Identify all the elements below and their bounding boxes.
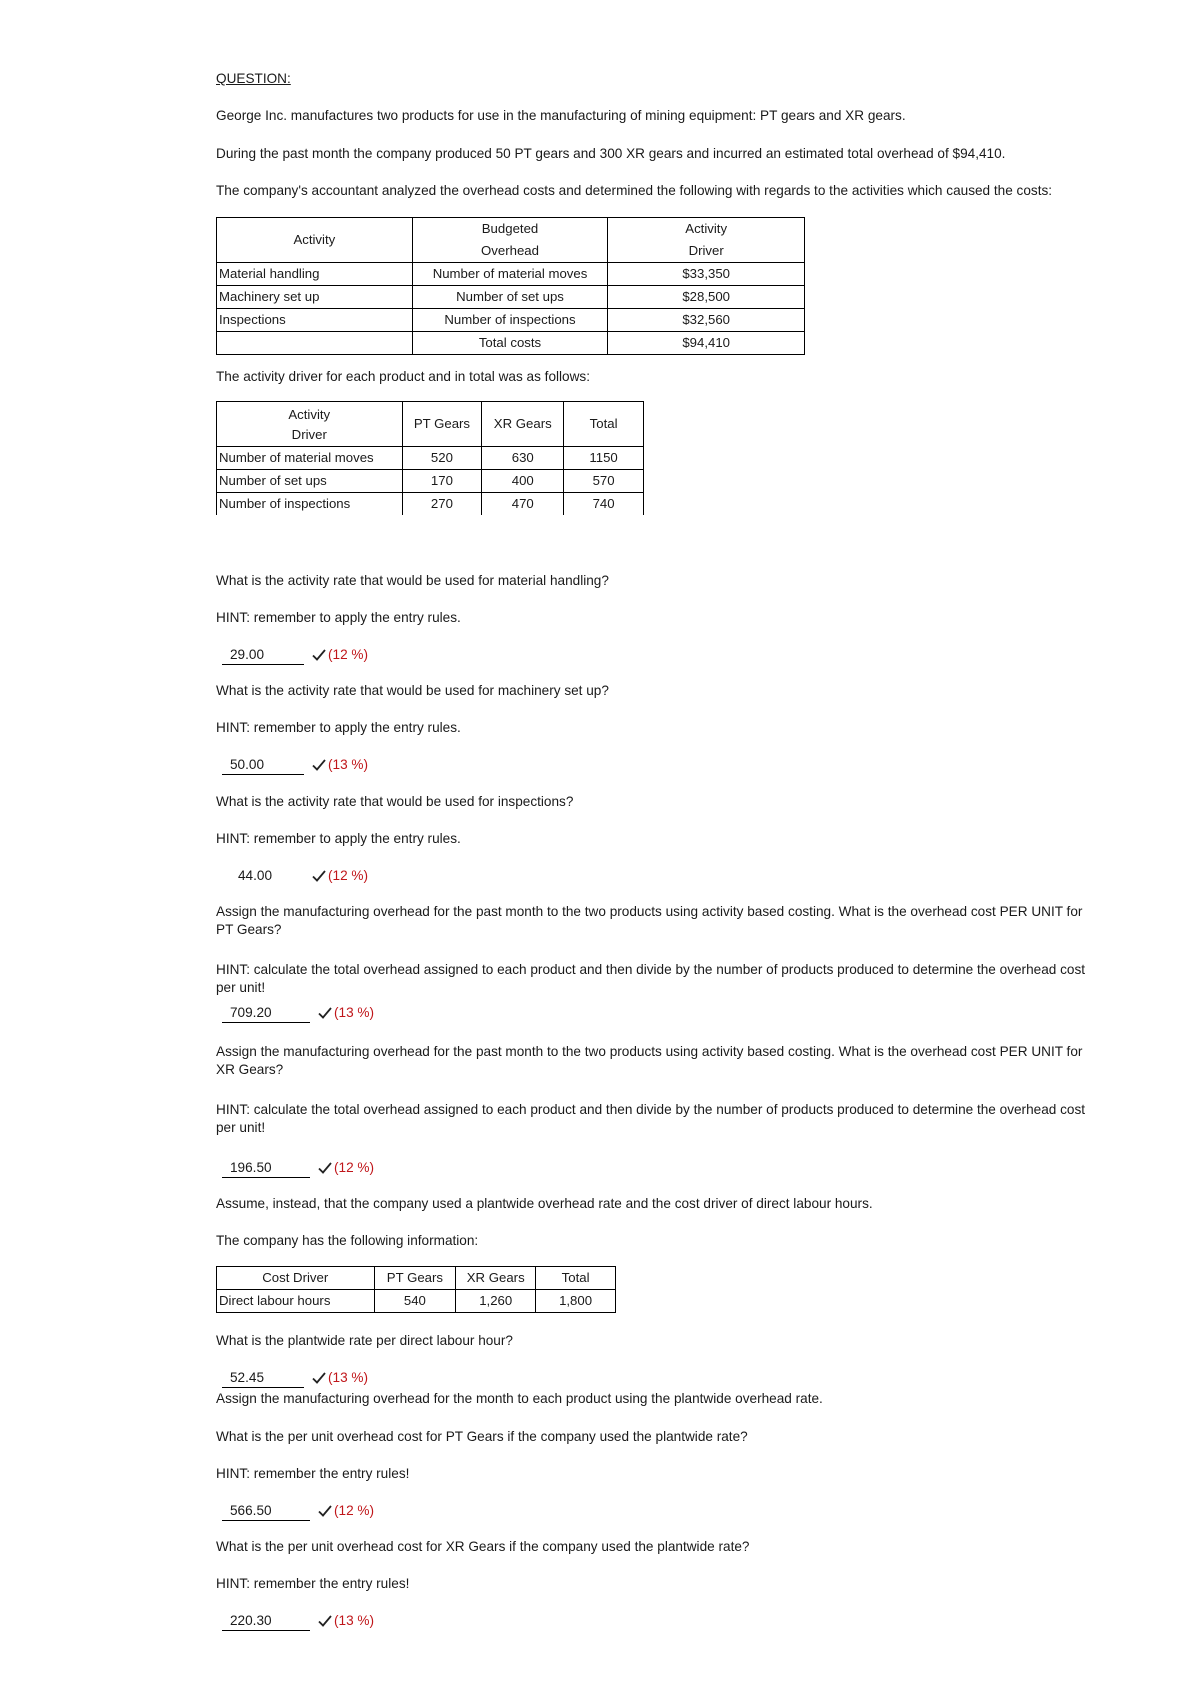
question-7-hint: HINT: remember the entry rules! (216, 1466, 410, 1481)
table-cell: 170 (402, 470, 482, 493)
table-row (217, 447, 644, 470)
question-8-answer-row (222, 1612, 374, 1632)
checkmark-icon (312, 1369, 326, 1387)
question-2-text: What is the activity rate that would be used for machinery set up? (216, 683, 609, 698)
intro-paragraph-2: During the past month the company produced 50 PT gears and 300 XR gears and incurred an estimated total overhead of $94,410. (216, 146, 1006, 161)
question-2-answer[interactable]: 50.00 (222, 756, 304, 775)
question-5-answer-row (222, 1159, 374, 1179)
question-7-score: (12 %) (334, 1503, 375, 1518)
question-8-score: (13 %) (334, 1613, 375, 1628)
table-cell: 570 (564, 470, 644, 493)
table-cell: Number of inspections (412, 309, 608, 332)
question-2-hint: HINT: remember to apply the entry rules. (216, 720, 461, 735)
question-2-answer-row (222, 756, 368, 776)
question-6-score: (13 %) (328, 1370, 369, 1385)
question-8-hint: HINT: remember the entry rules! (216, 1576, 410, 1591)
question-6-text: What is the plantwide rate per direct labour hour? (216, 1333, 513, 1348)
question-2-score: (13 %) (328, 757, 369, 772)
table-header-cell: PT Gears (374, 1267, 456, 1290)
table-cell: Number of inspections (217, 493, 403, 516)
question-1-text: What is the activity rate that would be used for material handling? (216, 573, 609, 588)
table-header-cell: Activity Driver (217, 402, 403, 447)
question-4-answer[interactable]: 709.20 (222, 1004, 310, 1023)
table3-intro: The company has the following information: (216, 1233, 479, 1248)
question-5-hint: HINT: calculate the total overhead assigned to each product and then divide by the number of products produced to determine the overhead cost per unit! (216, 1102, 1086, 1135)
table-cell: $94,410 (608, 332, 805, 355)
table-cell: Inspections (217, 309, 413, 332)
table-header-cell: Budgeted Overhead (412, 218, 608, 263)
table-row (217, 263, 805, 286)
overhead-activity-table (216, 217, 805, 355)
question-heading: QUESTION: (216, 71, 291, 86)
checkmark-icon (312, 756, 326, 774)
table-header-cell: Total (564, 402, 644, 447)
question-7-answer[interactable]: 566.50 (222, 1502, 310, 1521)
checkmark-icon (318, 1159, 332, 1177)
table-cell: Machinery set up (217, 286, 413, 309)
question-7-text: What is the per unit overhead cost for PT Gears if the company used the plantwide rate? (216, 1429, 748, 1444)
table-cell: 1,800 (536, 1290, 616, 1313)
question-4-answer-row (222, 1004, 374, 1024)
table-cell: $33,350 (608, 263, 805, 286)
intro-paragraph-1: George Inc. manufactures two products for use in the manufacturing of mining equipment: PT gears and XR gears. (216, 108, 906, 123)
question-4-text: Assign the manufacturing overhead for the past month to the two products using activity based costing. What is the overhead cost PER UNIT for PT Gears? (216, 904, 1083, 937)
question-5-score: (12 %) (334, 1160, 375, 1175)
question-7-answer-row (222, 1502, 374, 1522)
checkmark-icon (312, 867, 326, 885)
question-5-answer[interactable]: 196.50 (222, 1159, 310, 1178)
table-cell: 1150 (564, 447, 644, 470)
table-row (217, 286, 805, 309)
question-8-text: What is the per unit overhead cost for XR Gears if the company used the plantwide rate? (216, 1539, 750, 1554)
checkmark-icon (312, 646, 326, 664)
table-cell: Number of material moves (217, 447, 403, 470)
question-6-answer-row (222, 1369, 368, 1389)
intro-paragraph-3: The company's accountant analyzed the overhead costs and determined the following with regards to the activities which caused the costs: (216, 183, 1053, 198)
question-5-text: Assign the manufacturing overhead for the past month to the two products using activity based costing. What is the overhead cost PER UNIT for XR Gears? (216, 1044, 1083, 1077)
table-cell: Direct labour hours (217, 1290, 375, 1313)
checkmark-icon (318, 1004, 332, 1022)
checkmark-icon (318, 1502, 332, 1520)
table-cell: Number of material moves (412, 263, 608, 286)
question-4-hint: HINT: calculate the total overhead assigned to each product and then divide by the number of products produced to determine the overhead cost per unit! (216, 962, 1086, 995)
question-1-hint: HINT: remember to apply the entry rules. (216, 610, 461, 625)
table-header-row (217, 218, 805, 263)
question-1-score: (12 %) (328, 647, 369, 662)
question-1-answer[interactable]: 29.00 (222, 646, 304, 665)
table-cell: 1,260 (456, 1290, 536, 1313)
activity-driver-table (216, 401, 644, 515)
table-cell: 270 (402, 493, 482, 516)
table-cell: $28,500 (608, 286, 805, 309)
table-row (217, 309, 805, 332)
table-header-row (217, 1267, 616, 1290)
table-cell: Material handling (217, 263, 413, 286)
table-cell: 630 (482, 447, 564, 470)
question-3-score: (12 %) (328, 868, 369, 883)
table-row (217, 493, 644, 516)
question-8-answer[interactable]: 220.30 (222, 1612, 310, 1631)
question-3-hint: HINT: remember to apply the entry rules. (216, 831, 461, 846)
table-cell: Number of set ups (217, 470, 403, 493)
plantwide-intro: Assume, instead, that the company used a plantwide overhead rate and the cost driver of direct labour hours. (216, 1196, 873, 1211)
table-header-cell: Cost Driver (217, 1267, 375, 1290)
table-row (217, 1290, 616, 1313)
table-cell: 520 (402, 447, 482, 470)
direct-labour-table (216, 1266, 616, 1313)
table-cell: 540 (374, 1290, 456, 1313)
table-header-cell: XR Gears (456, 1267, 536, 1290)
table-header-row (217, 402, 644, 447)
table-header-cell: PT Gears (402, 402, 482, 447)
question-1-answer-row (222, 646, 368, 666)
table-header-cell: Activity (217, 218, 413, 263)
table-cell: Total costs (412, 332, 608, 355)
question-3-answer[interactable]: 44.00 (238, 868, 273, 883)
table-cell: 470 (482, 493, 564, 516)
table-cell: 740 (564, 493, 644, 516)
table-cell: Number of set ups (412, 286, 608, 309)
table-header-cell: XR Gears (482, 402, 564, 447)
checkmark-icon (318, 1612, 332, 1630)
table-header-cell: Total (536, 1267, 616, 1290)
table-cell: $32,560 (608, 309, 805, 332)
table-cell (217, 332, 413, 355)
question-3-answer-row (230, 867, 368, 887)
question-4-score: (13 %) (334, 1005, 375, 1020)
assign-plantwide-text: Assign the manufacturing overhead for the month to each product using the plantwide overhead rate. (216, 1391, 823, 1406)
question-6-answer[interactable]: 52.45 (222, 1369, 304, 1388)
question-3-text: What is the activity rate that would be used for inspections? (216, 794, 574, 809)
table-cell: 400 (482, 470, 564, 493)
table-header-cell: Activity Driver (608, 218, 805, 263)
table-row (217, 470, 644, 493)
table-row (217, 332, 805, 355)
table2-intro: The activity driver for each product and in total was as follows: (216, 369, 591, 384)
